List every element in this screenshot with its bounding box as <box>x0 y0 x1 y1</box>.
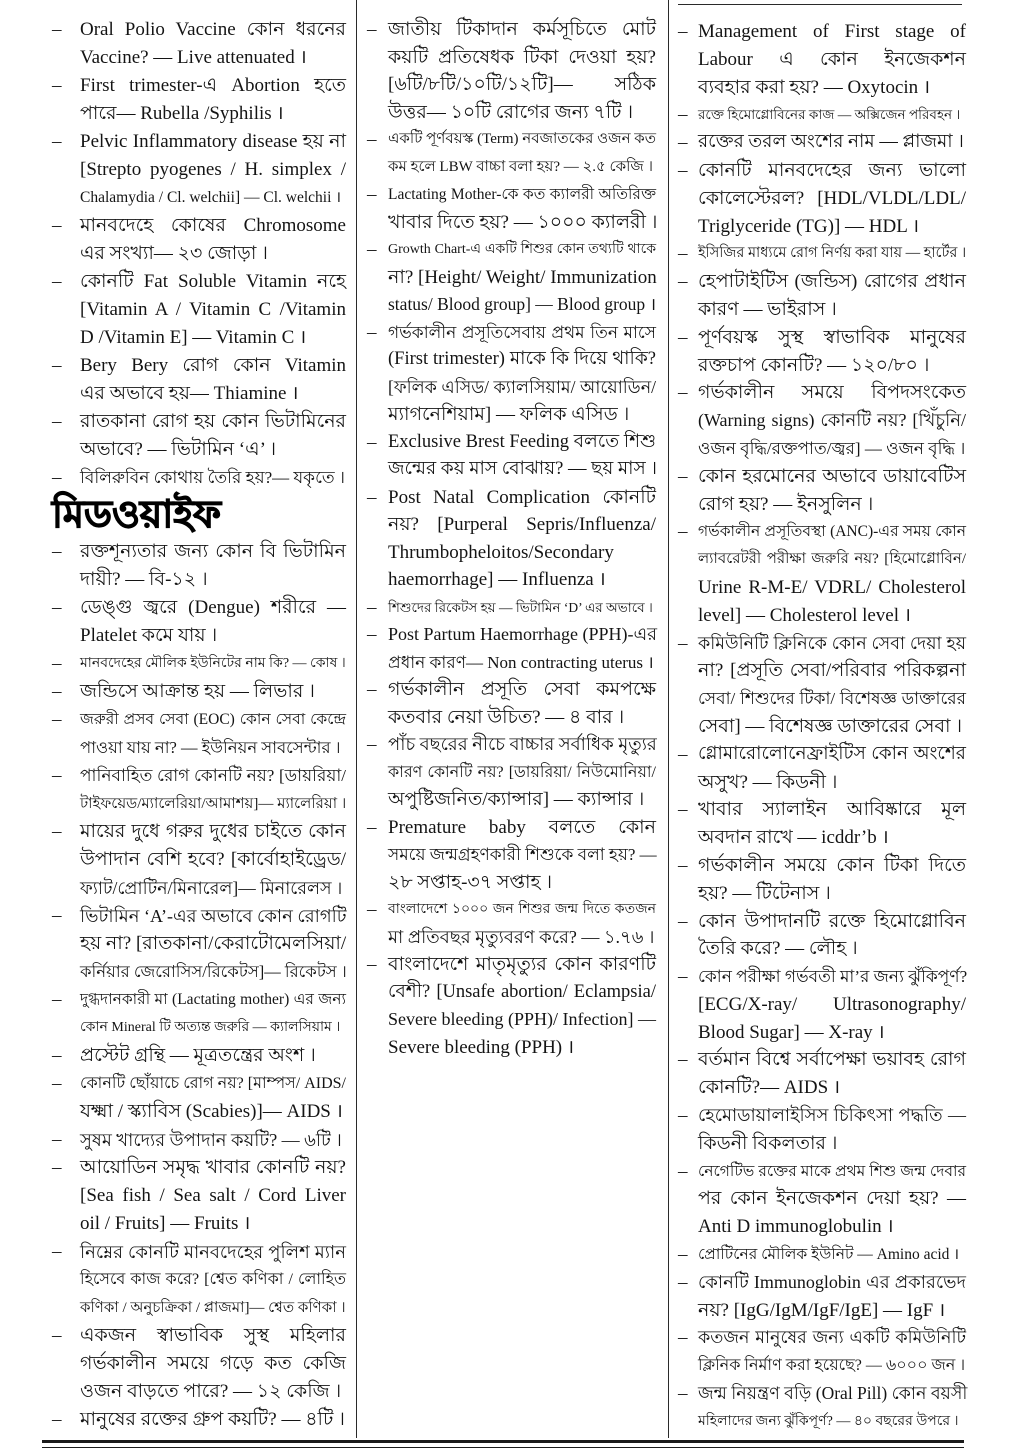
bullet-dash: – <box>52 709 62 730</box>
qa-line: জরুরী প্রসব সেবা (EOC) কোন সেবা কেন্দ্রে <box>80 711 346 728</box>
qa-line: কারণ — ভাইরাস । <box>698 298 837 320</box>
bullet-dash: – <box>52 653 62 674</box>
qa-line: দায়ী? — বি-১২ । <box>80 569 208 590</box>
qa-line: Thrumbopheloitos/Secondary <box>388 541 614 563</box>
bullet-dash: – <box>678 743 688 765</box>
bullet-dash: – <box>367 816 377 838</box>
qa-item <box>48 1154 346 1238</box>
qa-line: ভিটামিন ‘A’-এর অভাবে কোন রোগটি <box>80 906 347 926</box>
bullet-dash: – <box>52 215 62 236</box>
bullet-dash: – <box>52 19 62 40</box>
qa-item <box>362 594 656 622</box>
bullet-dash: – <box>52 1325 62 1346</box>
qa-item <box>674 1380 966 1436</box>
column-divider <box>668 0 669 1438</box>
bullet-dash: – <box>52 1241 62 1262</box>
qa-line: হয় না? [রাতকানা/কেরাটোমেলসিয়া/ <box>80 933 347 954</box>
qa-line: কতজন মানুষের জন্য একটি কমিউনিটি <box>698 1327 966 1348</box>
qa-line: হেপাটাইটিস (জন্ডিস) রোগের প্রধান <box>698 271 966 293</box>
qa-item <box>674 463 966 519</box>
qa-line: এর অভাবে হয়— Thiamine । <box>80 383 299 404</box>
bullet-dash: – <box>678 1271 688 1293</box>
bullet-dash: – <box>367 321 377 343</box>
bullet-dash: – <box>678 521 688 543</box>
section-heading: মিডওয়াইফ <box>52 494 221 536</box>
qa-line: ম্যাগনেশিয়াম] — ফলিক এসিড । <box>388 404 630 425</box>
bullet-dash: – <box>52 989 62 1010</box>
qa-item <box>48 594 346 650</box>
bullet-dash: – <box>367 184 377 205</box>
qa-item <box>48 1070 346 1126</box>
top-rule <box>678 4 962 5</box>
qa-line: Lactating Mother-কে কত ক্যালরী অতিরিক্ত <box>388 186 656 203</box>
qa-line: হিসেবে কাজ করে? [শ্বেত কণিকা / লোহিত <box>80 1271 346 1288</box>
qa-line: মা প্রতিবছর মৃত্যুবরণ করে? — ১.৭৬ । <box>388 926 655 947</box>
qa-item <box>362 181 656 236</box>
qa-line: আয়োডিন সমৃদ্ধ খাবার কোনটি নয়? <box>80 1157 346 1178</box>
qa-line: Post Natal Complication কোনটি <box>388 486 656 508</box>
qa-line: Exclusive Brest Feeding বলতে শিশু <box>388 431 656 452</box>
qa-item <box>48 650 346 678</box>
qa-line: ব্যবহার করা হয়? — Oxytocin । <box>698 76 931 98</box>
bullet-dash: – <box>52 131 62 152</box>
qa-line: Pelvic Inflammatory disease হয় না <box>80 131 346 152</box>
column-right <box>674 18 966 1436</box>
qa-line: কোনটি?— AIDS । <box>698 1077 841 1099</box>
bullet-dash: – <box>52 467 62 488</box>
bullet-dash: – <box>367 431 377 453</box>
qa-line: কম হলে LBW বাচ্চা বলা হয়? — ২.৫ কেজি । <box>388 158 653 175</box>
bullet-dash: – <box>678 243 688 265</box>
qa-line: Growth Chart-এ একটি শিশুর কোন তথ্যটি থাকে <box>388 242 656 257</box>
bullet-dash: – <box>678 382 688 404</box>
bullet-dash: – <box>52 355 62 376</box>
qa-item <box>48 678 346 706</box>
qa-line: কোন Mineral টি অত্যন্ত জরুরি — ক্যালসিয়াম । <box>80 1020 341 1035</box>
qa-item <box>362 319 656 429</box>
qa-line: Blood Sugar] — X-ray । <box>698 1021 885 1043</box>
qa-line: না? [প্রসূতি সেবা/পরিবার পরিকল্পনা <box>698 660 966 682</box>
bullet-dash: – <box>678 132 688 154</box>
qa-item <box>674 1158 966 1241</box>
qa-line: ২৮ সপ্তাহ-৩৭ সপ্তাহ । <box>388 871 553 893</box>
qa-line: প্রধান কারণ— Non contracting uterus । <box>388 652 654 672</box>
qa-item <box>48 268 346 352</box>
qa-item <box>674 324 966 380</box>
qa-line: পারে— Rubella /Syphilis । <box>80 103 284 124</box>
qa-line: রোগ হয়? — ইনসুলিন । <box>698 493 874 515</box>
qa-line: শিশুদের রিকেটস হয় — ভিটামিন ‘D’ এর অভাবে । <box>388 599 653 615</box>
qa-item <box>674 101 966 129</box>
qa-line: জন্ম নিয়ন্ত্রণ বড়ি (Oral Pill) কোন বয়সী <box>698 1383 968 1404</box>
qa-line: কতবার নেয়া উচিত? — ৪ বার । <box>388 706 625 728</box>
qa-line: কর্নিয়ার জেরোসিস/রিকেটস]— রিকেটস । <box>80 962 347 981</box>
bullet-dash: – <box>678 966 688 988</box>
qa-line: যক্ষ্মা / স্ক্যাবিস (Scabies)]— AIDS । <box>80 1101 343 1122</box>
qa-line: [Sea fish / Sea salt / Cord Liver <box>80 1185 346 1206</box>
qa-line: উত্তর— ১০টি রোগের জন্য ৭টি । <box>388 101 634 123</box>
qa-line: কারণ কোনটি নয়? [ডায়রিয়া/ নিউমোনিয়া/ <box>388 763 656 781</box>
qa-line: কয়টি প্রতিষেধক টিকা দেওয়া হয়? <box>388 46 656 68</box>
qa-line: [ECG/X-ray/ Ultrasonography/ <box>698 993 966 1015</box>
qa-line: বাংলাদেশে মাতৃমৃত্যুর কোন কারণটি <box>388 954 656 975</box>
qa-line: ওজন বাড়তে পারে? — ১২ কেজি । <box>80 1381 342 1402</box>
qa-line: D /Vitamin E] — Vitamin C । <box>80 327 307 348</box>
qa-line: ডেঙ্গু জ্বরে (Dengue) শরীরে — <box>80 597 346 618</box>
qa-line: কমিউনিটি ক্লিনিকে কোন সেবা দেয়া হয় <box>698 632 966 653</box>
qa-item <box>674 129 966 157</box>
qa-line: কোনটি ছোঁয়াচে রোগ নয়? [মাম্পস/ AIDS/ <box>80 1075 346 1092</box>
qa-line: First trimester-এ Abortion হতে <box>80 75 346 96</box>
qa-line: নিম্নের কোনটি মানবদেহের পুলিশ ম্যান <box>80 1242 346 1262</box>
qa-line: না? [Height/ Weight/ Immunization <box>388 266 657 288</box>
qa-line: রক্তের তরল অংশের নাম — প্লাজমা । <box>698 132 964 153</box>
bullet-dash: – <box>367 129 377 150</box>
qa-line: বাংলাদেশে ১০০০ জন শিশুর জন্ম দিতে কতজন <box>388 902 656 917</box>
qa-line: মানবদেহের মৌলিক ইউনিটের নাম কি? — কোষ । <box>80 656 346 671</box>
qa-line: গর্ভকালীন সময়ে বিপদসংকেত <box>698 382 966 404</box>
qa-line: অবদান রাখে — icddr’b । <box>698 827 889 849</box>
qa-line: নয়? [IgG/IgM/IgF/IgE] — IgF । <box>698 1299 946 1321</box>
qa-item <box>48 818 346 902</box>
qa-item <box>48 538 346 594</box>
bullet-dash: – <box>52 1409 62 1430</box>
qa-line: বিলিরুবিন কোথায় তৈরি হয়?— যকৃতে । <box>80 468 345 487</box>
qa-item <box>674 157 966 240</box>
bullet-dash: – <box>367 624 377 645</box>
qa-line: (First trimester) মাকে কি দিয়ে থাকি? <box>388 349 656 369</box>
qa-line: oil / Fruits] — Fruits । <box>80 1213 251 1234</box>
qa-item <box>674 908 966 964</box>
bullet-dash: – <box>52 765 62 786</box>
column-divider <box>356 0 357 1438</box>
qa-line: সময়ে জন্মগ্রহণকারী শিশুকে বলা হয়? — <box>388 845 657 864</box>
qa-item <box>674 630 966 741</box>
bullet-dash: – <box>367 954 377 975</box>
qa-line: মহিলাদের জন্য ঝুঁকিপূর্ণ? — ৪০ বছরের উপরে । <box>698 1413 959 1429</box>
qa-line: ওজন বৃদ্ধি/রক্তপাত/জ্বর] — ওজন বৃদ্ধি । <box>698 438 966 458</box>
qa-line: Triglyceride (TG)] — HDL । <box>698 215 920 237</box>
qa-line: কোলেস্টেরল? [HDL/VLDL/LDL/ <box>698 187 966 209</box>
qa-line: ইসিজির মাধ্যমে রোগ নির্ণয় করা যায় — হার্টের । <box>698 245 967 262</box>
bullet-dash: – <box>367 679 377 700</box>
qa-line: [Strepto pyogenes / H. simplex / <box>80 159 346 180</box>
qa-line: নেগেটিভ রক্তের মাকে প্রথম শিশু জন্ম দেবার <box>698 1162 966 1180</box>
bullet-dash: – <box>52 541 62 562</box>
qa-item <box>48 1238 346 1322</box>
qa-item <box>48 352 346 408</box>
bullet-dash: – <box>52 1157 62 1178</box>
qa-line: দুগ্ধদানকারী মা (Lactating mother) এর জন্য <box>80 991 346 1008</box>
bullet-dash: – <box>52 597 62 618</box>
qa-line: Severe bleeding (PPH) । <box>388 1036 575 1058</box>
qa-item <box>48 1126 346 1154</box>
qa-item <box>674 268 966 324</box>
qa-item <box>362 676 656 731</box>
qa-line: রক্তে হিমোগ্লোবিনের কাজ — অক্সিজেন পরিবহন । <box>698 107 961 123</box>
qa-line: Urine R-M-E/ VDRL/ Cholesterol <box>698 576 966 598</box>
qa-line: হয়? — টিটেনাস । <box>698 882 831 904</box>
qa-line: গর্ভকালীন সময়ে গড়ে কত কেজি <box>80 1353 346 1374</box>
bullet-dash: – <box>52 1045 62 1066</box>
qa-item <box>674 1046 966 1102</box>
qa-item <box>674 1102 966 1158</box>
bullet-dash: – <box>678 326 688 348</box>
qa-line: মানুষের রক্তের গ্রুপ কয়টি? — ৪টি । <box>80 1409 345 1430</box>
qa-line: একটি পূর্ণবয়স্ক (Term) নবজাতকের ওজন কত <box>388 131 657 147</box>
bullet-dash: – <box>52 681 62 702</box>
qa-item <box>362 126 656 181</box>
bullet-dash: – <box>367 734 377 755</box>
qa-line: অপুষ্টিজনিত/ক্যান্সার] — ক্যান্সার । <box>388 789 645 810</box>
qa-line: পাঁচ বছরের নীচে বাচ্চার সর্বাধিক মৃত্যুর <box>388 734 657 754</box>
qa-item <box>48 1042 346 1070</box>
qa-line: গর্ভকালীন প্রসূতি সেবা কমপক্ষে <box>388 679 656 700</box>
qa-line: Bery Bery রোগ কোন Vitamin <box>80 355 346 376</box>
qa-line: গর্ভকালীন প্রসূতিবস্থা (ANC)-এর সময় কোন <box>698 523 966 541</box>
qa-line: Chalamydia / Cl. welchii] — Cl. welchii । <box>80 189 342 206</box>
column-middle <box>362 16 656 1061</box>
qa-line: [Vitamin A / Vitamin C /Vitamin <box>80 299 346 320</box>
bullet-dash: – <box>678 632 688 654</box>
bullet-dash: – <box>367 239 377 260</box>
bullet-dash: – <box>678 854 688 876</box>
bullet-dash: – <box>52 821 62 842</box>
bullet-dash: – <box>52 75 62 96</box>
qa-item <box>362 896 656 951</box>
qa-line: [ফলিক এসিড/ ক্যালসিয়াম/ আয়োডিন/ <box>388 376 656 397</box>
qa-item <box>362 814 656 897</box>
qa-line: কোন হরমোনের অভাবে ডায়াবেটিস <box>698 465 966 487</box>
bottom-rule <box>42 1440 964 1443</box>
qa-line: haemorrhage] — Influenza । <box>388 569 606 590</box>
qa-item <box>48 212 346 268</box>
qa-line: ফ্যাট/প্রোটিন/মিনারেল]— মিনারেলস । <box>80 878 343 898</box>
qa-item <box>674 379 966 462</box>
qa-line: বর্তমান বিশ্বে সর্বাপেক্ষা ভয়াবহ রোগ <box>698 1049 966 1071</box>
qa-item <box>48 986 346 1042</box>
qa-line: রক্তচাপ কোনটি? — ১২০/৮০ । <box>698 354 930 376</box>
qa-line: কোনটি মানবদেহের জন্য ভালো <box>698 159 966 181</box>
bullet-dash: – <box>367 19 377 40</box>
qa-line: Vaccine? — Live attenuated । <box>80 47 307 68</box>
bullet-dash: – <box>52 1129 62 1150</box>
qa-item <box>362 484 656 594</box>
qa-item <box>674 18 966 101</box>
bullet-dash: – <box>52 271 62 292</box>
qa-item <box>674 1324 966 1380</box>
bullet-dash: – <box>367 899 377 920</box>
qa-line: কণিকা / অনুচক্রিকা / প্লাজমা]— শ্বেত কণিকা । <box>80 1300 346 1316</box>
qa-line: কোনটি Immunoglobin এর প্রকারভেদ <box>698 1271 966 1292</box>
qa-item <box>362 731 656 814</box>
qa-line: কোন উপাদানটি রক্তে হিমোগ্লোবিন <box>698 910 966 932</box>
qa-line: প্রস্টেট গ্রন্থি — মূত্রতন্ত্রের অংশ । <box>80 1045 316 1066</box>
qa-line: মায়ের দুধে গরুর দুধের চাইতে কোন <box>80 821 346 842</box>
qa-line: Premature baby বলতে কোন <box>388 816 656 838</box>
qa-item <box>48 408 346 464</box>
qa-line: Platelet কমে যায় । <box>80 625 218 646</box>
bullet-dash: – <box>52 411 62 432</box>
bullet-dash: – <box>678 271 688 293</box>
qa-line: উপাদান বেশি হবে? [কার্বোহাইড্রেড/ <box>80 849 346 870</box>
qa-line: Post Partum Haemorrhage (PPH)-এর <box>388 624 658 644</box>
qa-line: বেশী? [Unsafe abortion/ Eclampsia/ <box>388 981 656 1002</box>
bullet-dash: – <box>367 596 377 618</box>
qa-line: জাতীয় টিকাদান কর্মসূচিতে মোট <box>388 19 656 40</box>
qa-item <box>48 706 346 762</box>
column-left <box>48 16 346 1434</box>
qa-line: তৈরি করে? — লৌহ । <box>698 938 858 960</box>
qa-item <box>674 963 966 1046</box>
qa-line: ক্লিনিক নির্মাণ করা হয়েছে? — ৬০০০ জন । <box>698 1357 966 1375</box>
qa-line: ল্যাবরেটরী পরীক্ষা জরুরি নয়? [হিমোগ্লোবিন/ <box>698 551 966 568</box>
qa-line: একজন স্বাভাবিক সুস্থ মহিলার <box>80 1325 346 1346</box>
qa-line: level] — Cholesterol level । <box>698 604 911 626</box>
bullet-dash: – <box>52 1073 62 1094</box>
qa-line: জন্ডিসে আক্রান্ত হয় — লিভার । <box>80 681 315 702</box>
qa-line: কিডনী বিকলতার । <box>698 1132 838 1154</box>
bullet-dash: – <box>678 159 688 181</box>
qa-item <box>674 741 966 797</box>
qa-line: (Warning signs) কোনটি নয়? [খিঁচুনি/ <box>698 410 966 431</box>
bullet-dash: – <box>678 1105 688 1127</box>
qa-line: পাওয়া যায় না? — ইউনিয়ন সাবসেন্টার । <box>80 738 341 757</box>
bullet-dash: – <box>678 910 688 932</box>
qa-line: Management of First stage of <box>698 21 966 42</box>
bullet-dash: – <box>678 1160 688 1182</box>
qa-line: [৬টি/৮টি/১০টি/১২টি]— সঠিক <box>388 74 656 95</box>
qa-item <box>48 762 346 818</box>
qa-line: পর কোন ইনজেকশন দেয়া হয়? — <box>698 1188 966 1210</box>
qa-item <box>48 72 346 128</box>
qa-line: Anti D immunoglobulin । <box>698 1216 894 1238</box>
qa-item <box>674 796 966 852</box>
qa-line: সেবা/ শিশুদের টিকা/ বিশেষজ্ঞ ডাক্তারের <box>698 689 966 709</box>
qa-item <box>674 1269 966 1325</box>
qa-line: Severe bleeding (PPH)/ Infection] — <box>388 1009 656 1029</box>
qa-item <box>674 852 966 908</box>
qa-line: খাবার দিতে হয়? — ১০০০ ক্যালরী । <box>388 211 658 233</box>
qa-line: খাবার স্যালাইন আবিষ্কারে মূল <box>698 799 966 821</box>
qa-line: মানবদেহে কোষের Chromosome <box>80 215 346 236</box>
bullet-dash: – <box>678 1327 688 1349</box>
qa-line: এর সংখ্যা— ২৩ জোড়া । <box>80 243 268 264</box>
qa-line: status/ Blood group] — Blood group । <box>388 294 657 314</box>
bullet-dash: – <box>678 1383 688 1405</box>
qa-line: রাতকানা রোগ হয় কোন ভিটামিনের <box>80 411 346 432</box>
bullet-dash: – <box>678 1244 688 1266</box>
qa-item <box>48 1406 346 1434</box>
bullet-dash: – <box>678 21 688 42</box>
bullet-dash: – <box>678 465 688 487</box>
bullet-dash: – <box>678 104 688 126</box>
bullet-dash: – <box>678 1049 688 1071</box>
qa-item <box>674 1241 966 1269</box>
qa-item <box>48 902 346 986</box>
qa-item <box>48 1322 346 1406</box>
qa-line: অসুখ? — কিডনী । <box>698 771 838 793</box>
qa-line: টাইফয়েড/ম্যালেরিয়া/আমাশয়]— ম্যালেরিয়া । <box>80 796 347 812</box>
qa-item <box>362 621 656 676</box>
qa-line: Labour এ কোন ইনজেকশন <box>698 48 966 70</box>
qa-line: হেমোডায়ালাইসিস চিকিৎসা পদ্ধতি — <box>698 1105 966 1126</box>
qa-item <box>674 240 966 268</box>
qa-line: কোন পরীক্ষা গর্ভবতী মা’র জন্য ঝুঁকিপূর্ণ? <box>698 967 968 987</box>
qa-line: সেবা] — বিশেষজ্ঞ ডাক্তারের সেবা । <box>698 715 963 737</box>
qa-item <box>48 16 346 72</box>
qa-line: কোনটি Fat Soluble Vitamin নহে <box>80 271 346 292</box>
qa-line: গর্ভকালীন প্রসূতিসেবায় প্রথম তিন মাসে <box>388 322 656 342</box>
bullet-dash: – <box>52 905 62 926</box>
qa-line: পানিবাহিত রোগ কোনটি নয়? [ডায়রিয়া/ <box>80 766 346 785</box>
qa-line: অভাবে? — ভিটামিন ‘এ’ । <box>80 439 277 460</box>
qa-line: প্রোটিনের মৌলিক ইউনিট — Amino acid । <box>698 1246 960 1264</box>
qa-line: সুষম খাদ্যের উপাদান কয়টি? — ৬টি । <box>80 1130 342 1150</box>
qa-line: নয়? [Purperal Sepris/Influenza/ <box>388 514 656 535</box>
qa-line: পূর্ণবয়স্ক সুস্থ স্বাভাবিক মানুষের <box>698 326 966 348</box>
qa-line: গ্লোমারোলোনেফ্রাইটিস কোন অংশের <box>698 743 966 764</box>
qa-line: জন্মের কয় মাস বোঝায়? — ছয় মাস । <box>388 459 657 479</box>
bullet-dash: – <box>367 486 377 508</box>
qa-item <box>48 464 346 492</box>
bottom-rule-thin <box>42 1447 964 1448</box>
qa-item <box>362 951 656 1061</box>
qa-item <box>48 128 346 212</box>
bullet-dash: – <box>678 799 688 821</box>
qa-item <box>362 429 656 484</box>
qa-item <box>362 236 656 319</box>
qa-item <box>674 518 966 629</box>
qa-line: Oral Polio Vaccine কোন ধরনের <box>80 19 346 40</box>
qa-line: গর্ভকালীন সময়ে কোন টিকা দিতে <box>698 854 966 876</box>
qa-item <box>362 16 656 126</box>
qa-line: রক্তশূন্যতার জন্য কোন বি ভিটামিন <box>80 541 346 562</box>
